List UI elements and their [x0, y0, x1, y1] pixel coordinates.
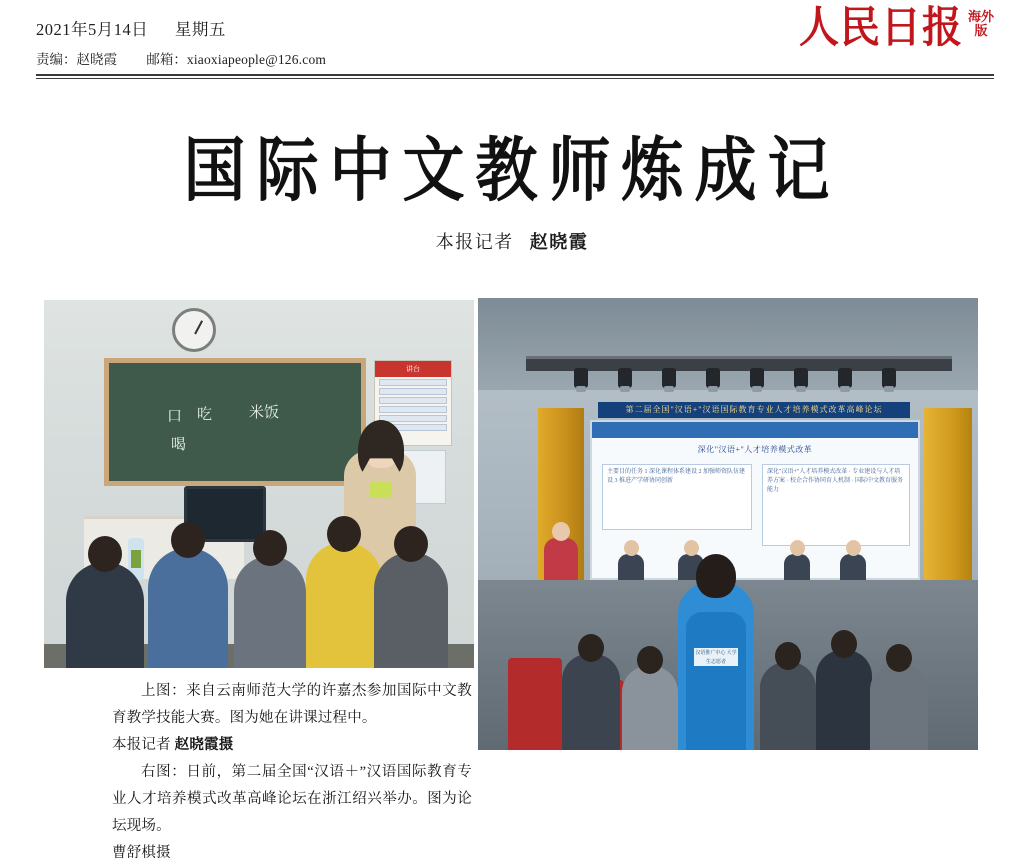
slide-text-box-right: 深化"汉语+"人才培养模式改革 · 专业建设与人才培养方案 · 校企合作协同育人机制 · 国际中文教育服务能力	[762, 464, 910, 546]
photo-captions	[112, 678, 472, 867]
student-head	[88, 536, 122, 572]
stage-light-icon	[750, 368, 764, 388]
student-silhouette	[148, 548, 228, 668]
chalk-char-1: 口	[167, 407, 183, 425]
poster-row	[379, 415, 447, 422]
mail-label: 邮箱：	[146, 52, 187, 67]
poster-row	[379, 406, 447, 413]
student-head	[253, 530, 287, 566]
masthead-info	[36, 16, 326, 68]
stage-light-icon	[882, 368, 896, 388]
audience-member	[760, 662, 816, 750]
caption-bottom-label: 右图：	[141, 764, 187, 780]
audience-head	[886, 644, 912, 672]
caption-bottom	[112, 759, 472, 840]
student-silhouette	[374, 552, 448, 668]
slide-header-bar	[592, 422, 918, 438]
caption-top-label: 上图：	[141, 683, 187, 699]
publication-weekday: 星期五	[174, 20, 226, 39]
stage-light-icon	[662, 368, 676, 388]
student-head	[327, 516, 361, 552]
classroom-teaching-photo	[44, 300, 474, 668]
wall-clock-icon	[172, 308, 216, 352]
mail-address: xiaoxiapeople@126.com	[186, 52, 327, 67]
stage-light-icon	[838, 368, 852, 388]
chair-back	[508, 658, 562, 750]
caption-top-credit	[112, 732, 472, 759]
caption-top	[112, 678, 472, 732]
audience-head	[637, 646, 663, 674]
caption-bottom-credit	[112, 840, 472, 867]
caption-bottom-credit-name: 曹舒棋摄	[112, 845, 171, 861]
volunteer-in-blue-vest	[678, 582, 754, 750]
publication-date: 2021年5月14日	[36, 20, 149, 39]
editor-label: 责编：赵晓霞	[36, 52, 117, 67]
caption-top-credit-prefix: 本报记者	[112, 737, 171, 753]
audience-head	[831, 630, 857, 658]
chalk-char-3: 喝	[171, 435, 187, 453]
volunteer-vest	[686, 612, 746, 750]
masthead-divider	[36, 74, 994, 76]
byline-prefix: 本报记者	[435, 232, 514, 252]
stage-light-icon	[574, 368, 588, 388]
masthead-date-line	[36, 16, 326, 40]
stage-light-icon	[706, 368, 720, 388]
poster-row	[379, 388, 447, 395]
student-head	[394, 526, 428, 562]
hall-ceiling	[478, 298, 978, 390]
byline-reporter-name: 赵晓霞	[529, 232, 589, 252]
caption-top-credit-name: 赵晓霞摄	[174, 737, 234, 753]
audience-member	[816, 650, 872, 750]
masthead	[0, 0, 1024, 74]
poster-row	[379, 379, 447, 386]
student-silhouette	[306, 542, 382, 668]
page-title: 国际中文教师炼成记	[183, 129, 841, 211]
forum-banner: 第二届全国"汉语+"汉语国际教育专业人才培养模式改革高峰论坛	[598, 402, 910, 418]
students-group	[44, 528, 474, 668]
volunteer-head	[696, 554, 736, 598]
stage-light-icon	[618, 368, 632, 388]
caption-bottom-text: 日前，第二届全国“汉语＋”汉语国际教育专业人才培养模式改革高峰论坛在浙江绍兴举办。图为论坛现场。	[112, 764, 472, 834]
audience-head	[775, 642, 801, 670]
chalk-char-2: 吃	[197, 405, 213, 423]
audience-member	[562, 654, 620, 750]
teaching-prop-card	[370, 482, 392, 498]
slide-title: 深化"汉语+"人才培养模式改革	[697, 445, 813, 454]
stage-light-icon	[794, 368, 808, 388]
chalk-char-4: 米饭	[249, 403, 280, 421]
audience-member	[870, 664, 928, 750]
forum-hall-photo	[478, 298, 978, 750]
student-head	[171, 522, 205, 558]
poster-heading: 讲台	[375, 361, 451, 377]
volunteer-vest-tag: 汉语推广中心 大学生志愿者	[694, 648, 738, 666]
audience-member	[622, 666, 678, 750]
logo-overseas-edition-label: 海外版	[968, 9, 995, 39]
caption-top-text: 来自云南师范大学的许嘉杰参加国际中文教育教学技能大赛。图为她在讲课过程中。	[112, 683, 472, 726]
masthead-editor-line	[36, 48, 326, 68]
poster-row	[379, 397, 447, 404]
student-silhouette	[234, 556, 306, 668]
chalkboard	[104, 358, 366, 486]
byline	[0, 228, 1024, 254]
logo-title: 人民日报	[799, 2, 963, 53]
peoples-daily-logo	[784, 2, 995, 66]
audience-head	[578, 634, 604, 662]
slide-text-box-left: 主要目的任务 1 深化课程体系建设 2 加强师资队伍建设 3 推进产学研协同创新	[602, 464, 752, 530]
student-silhouette	[66, 562, 144, 668]
